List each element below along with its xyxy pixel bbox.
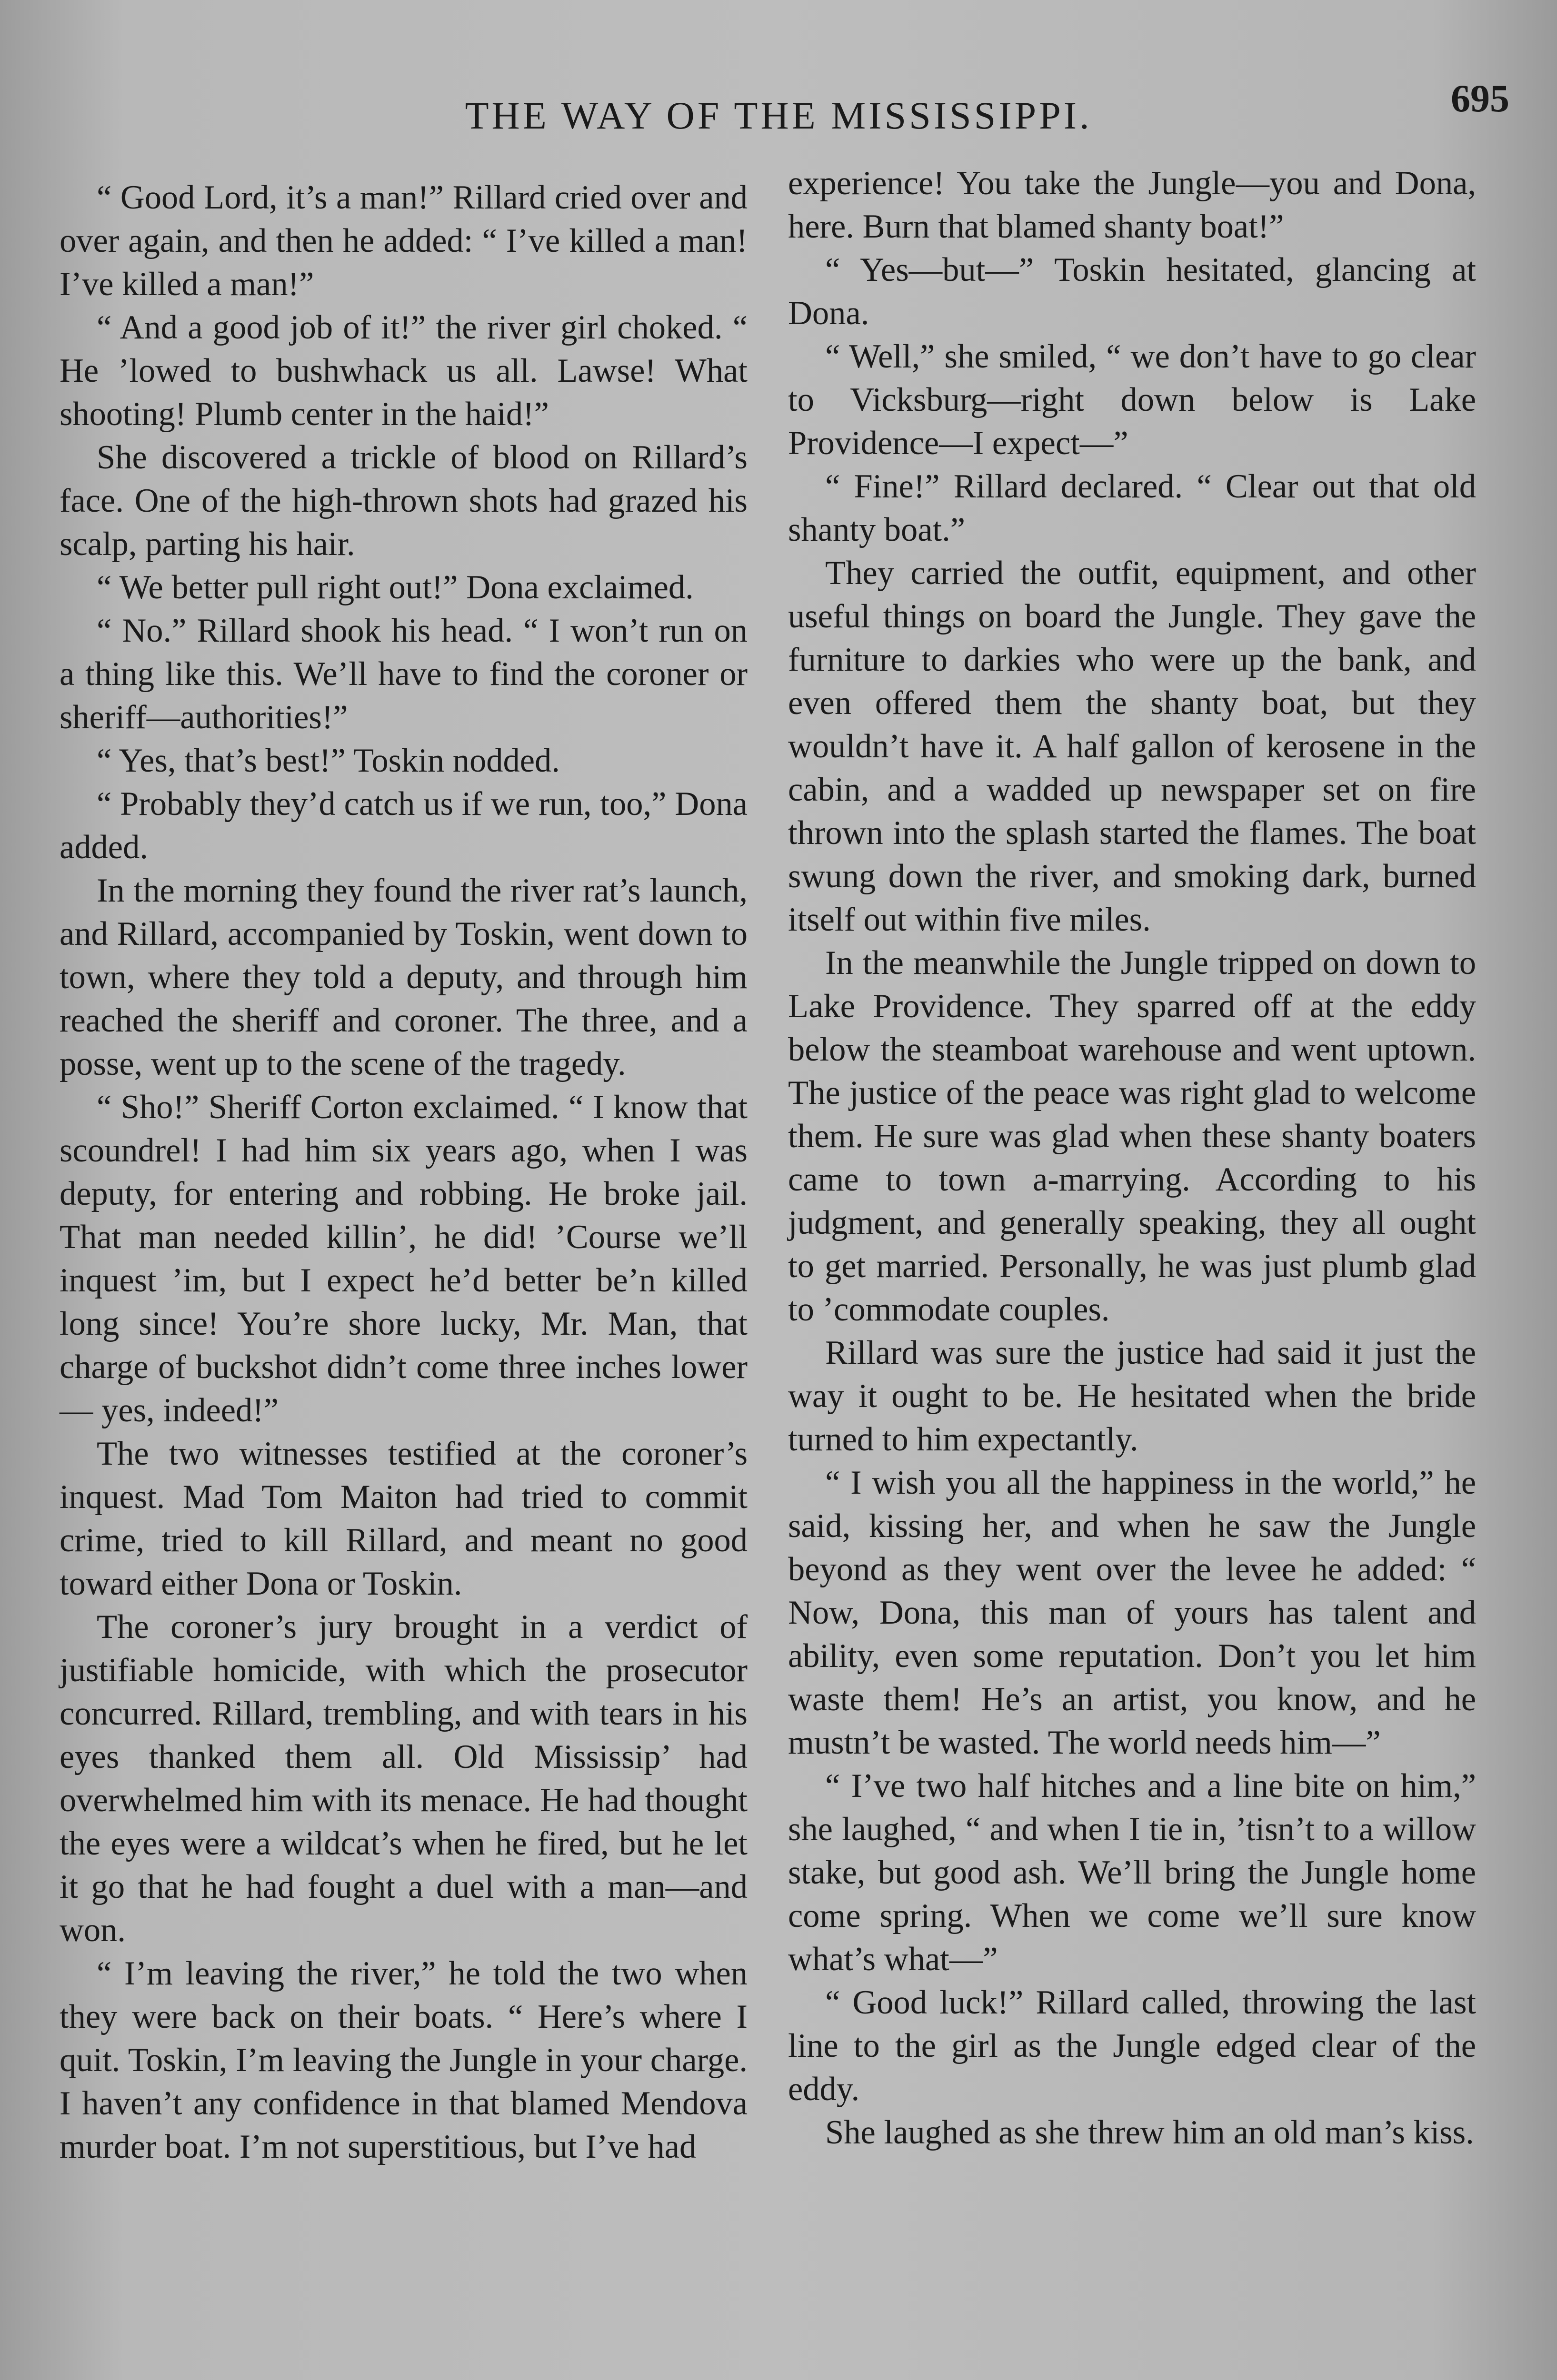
paragraph: They carried the outfit, equipment, and other useful things on board the Jungle. They gave the furniture to darkies who were up the bank, and even offered them the shanty boat, but they wouldn’t have it. A half gallon of kerosene in the cabin, and a wadded up newspaper set on fire thrown into the splash started the flames. The boat swung down the river, and smoking dark, burned itself out within five miles. bbox=[788, 555, 1476, 938]
paragraph: In the morning they found the river rat’s launch, and Rillard, accompanied by Toskin, went down to town, where they told a deputy, and through him reached the sheriff and coroner. The three, and a posse, went up to the scene of the tragedy. bbox=[60, 872, 748, 1082]
paragraph: “ Fine!” Rillard declared. “ Clear out that old shanty boat.” bbox=[788, 468, 1476, 548]
paragraph: “ Sho!” Sheriff Corton exclaimed. “ I know that scoundrel! I had him six years ago, when I was deputy, for entering and robbing. He broke jail. That man needed killin’, he did! ’Course we’ll inquest ’im, but I expect he’d better be’n killed long since! You’re shore lucky, Mr. Man, that charge of buckshot didn’t come three inches lower— yes, indeed!” bbox=[60, 1089, 748, 1429]
paragraph: “ Good Lord, it’s a man!” Rillard cried over and over again, and then he added: “ I’ve killed a man! I’ve killed a man!” bbox=[60, 179, 748, 303]
paragraph: “ And a good job of it!” the river girl choked. “ He ’lowed to bushwhack us all. Lawse! What shooting! Plumb center in the haid!” bbox=[60, 309, 748, 433]
paragraph: “ No.” Rillard shook his head. “ I won’t run on a thing like this. We’ll have to find the coroner or sheriff—authorities!” bbox=[60, 612, 748, 736]
running-title: THE WAY OF THE MISSISSIPPI. bbox=[465, 94, 1092, 137]
paragraph: “ I’m leaving the river,” he told the two when they were back on their boats. “ Here’s where I quit. Toskin, I’m leaving the Jungle in your charge. I haven’t any confidence in that blamed Mendova murder boat. I’m not superstitious, but I’ve had bbox=[60, 1955, 748, 2165]
paragraph: The two witnesses testified at the coroner’s inquest. Mad Tom Maiton had tried to commit crime, tried to kill Rillard, and meant no good toward either Dona or Toskin. bbox=[60, 1435, 748, 1602]
paragraph: “ Yes, that’s best!” Toskin nodded. bbox=[97, 742, 560, 779]
page-number: 695 bbox=[1451, 77, 1509, 120]
paragraph: She laughed as she threw him an old man’s kiss. bbox=[825, 2114, 1474, 2151]
paragraph: In the meanwhile the Jungle tripped on down to Lake Providence. They sparred off at the eddy below the steamboat warehouse and went uptown. The justice of the peace was right glad to welcome them. He sure was glad when these shanty boaters came to town a-marrying. According to his judgment, and generally speaking, they all ought to get married. Personally, he was just plumb glad to ’commodate couples. bbox=[788, 944, 1476, 1328]
paragraph: “ Well,” she smiled, “ we don’t have to go clear to Vicksburg—right down below is Lake Providence—I expect—” bbox=[788, 338, 1476, 462]
paragraph-continued: experience! You take the Jungle—you and Dona, here. Burn that blamed shanty boat!” bbox=[788, 165, 1476, 245]
left-text-column bbox=[60, 176, 748, 2169]
paragraph: “ Probably they’d catch us if we run, too,” Dona added. bbox=[60, 785, 748, 866]
paragraph: Rillard was sure the justice had said it just the way it ought to be. He hesitated when the bride turned to him expectantly. bbox=[788, 1334, 1476, 1458]
paragraph: The coroner’s jury brought in a verdict of justifiable homicide, with which the prosecutor concurred. Rillard, trembling, and with tears in his eyes thanked them all. Old Mississip’ had overwhelmed him with its menace. He had thought the eyes were a wildcat’s when he fired, but he let it go that he had fought a duel with a man—and won. bbox=[60, 1608, 748, 1949]
paragraph: “ I wish you all the happiness in the world,” he said, kissing her, and when he saw the Jungle beyond as they went over the levee he added: “ Now, Dona, this man of yours has talent and ability, even some reputation. Don’t you let him waste them! He’s an artist, you know, and he mustn’t be wasted. The world needs him—” bbox=[788, 1464, 1476, 1761]
paragraph: She discovered a trickle of blood on Rillard’s face. One of the high-thrown shots had grazed his scalp, parting his hair. bbox=[60, 439, 748, 563]
paragraph: “ Good luck!” Rillard called, throwing the last line to the girl as the Jungle edged clear of the eddy. bbox=[788, 1984, 1476, 2108]
paragraph: “ I’ve two half hitches and a line bite on him,” she laughed, “ and when I tie in, ’tisn’t to a willow stake, but good ash. We’ll bring the Jungle home come spring. When we come we’ll sure know what’s what—” bbox=[788, 1767, 1476, 1978]
paragraph: “ We better pull right out!” Dona exclaimed. bbox=[97, 569, 694, 606]
paragraph: “ Yes—but—” Toskin hesitated, glancing at Dona. bbox=[788, 251, 1476, 332]
right-text-column bbox=[788, 162, 1476, 2154]
